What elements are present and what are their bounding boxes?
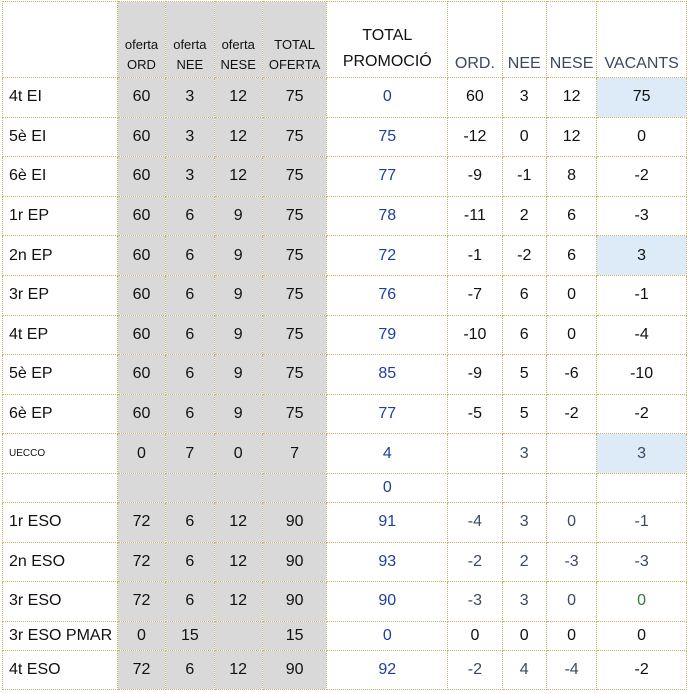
cell-oferta-nese: 12 [214, 157, 262, 197]
cell-vacants: -3 [597, 542, 687, 582]
promotion-table [2, 1, 687, 690]
cell-nese [546, 473, 596, 502]
table-row [3, 650, 687, 690]
cell-ord: 0 [448, 621, 502, 650]
cell-oferta-nee: 6 [166, 315, 214, 355]
row-label: 3r EP [3, 275, 118, 315]
table-row [3, 196, 687, 236]
table-row [3, 394, 687, 434]
cell-nese: 6 [546, 236, 596, 276]
cell-total-promocio: 0 [327, 78, 448, 118]
cell-oferta-ord: 72 [117, 582, 165, 622]
table-row [3, 315, 687, 355]
header-total-promocio: TOTAL PROMOCIÓ [327, 2, 448, 78]
cell-total-promocio: 77 [327, 394, 448, 434]
cell-total-oferta: 75 [262, 315, 326, 355]
cell-ord: -2 [448, 542, 502, 582]
row-label: 4t ESO [3, 650, 118, 690]
cell-oferta-nese: 9 [214, 236, 262, 276]
table-row [3, 355, 687, 395]
cell-total-oferta: 75 [262, 236, 326, 276]
row-label: 5è EP [3, 355, 118, 395]
cell-nese: 12 [546, 117, 596, 157]
cell-total-promocio: 93 [327, 542, 448, 582]
header-corner [3, 2, 118, 78]
cell-ord: -2 [448, 650, 502, 690]
cell-nee: 0 [502, 117, 546, 157]
row-label [3, 473, 118, 502]
cell-oferta-ord: 72 [117, 502, 165, 542]
cell-nese: 8 [546, 157, 596, 197]
cell-nee: 3 [502, 582, 546, 622]
cell-nese: 0 [546, 582, 596, 622]
cell-oferta-nee: 6 [166, 394, 214, 434]
cell-oferta-nese: 12 [214, 582, 262, 622]
cell-total-oferta: 15 [262, 621, 326, 650]
header-ord: ORD. [448, 2, 502, 78]
cell-nee: -2 [502, 236, 546, 276]
cell-nee: 5 [502, 394, 546, 434]
cell-oferta-nee: 15 [166, 621, 214, 650]
cell-total-oferta: 75 [262, 394, 326, 434]
row-label: 3r ESO [3, 582, 118, 622]
cell-oferta-nee: 6 [166, 542, 214, 582]
cell-total-promocio: 0 [327, 473, 448, 502]
cell-oferta-nee: 6 [166, 275, 214, 315]
cell-total-oferta: 75 [262, 355, 326, 395]
cell-total-promocio: 76 [327, 275, 448, 315]
cell-ord: -4 [448, 502, 502, 542]
cell-total-promocio: 92 [327, 650, 448, 690]
cell-oferta-ord: 60 [117, 78, 165, 118]
row-label: 5è EI [3, 117, 118, 157]
cell-nese: -3 [546, 542, 596, 582]
cell-nee: 2 [502, 196, 546, 236]
cell-nee [502, 473, 546, 502]
cell-total-oferta: 75 [262, 157, 326, 197]
cell-oferta-nese: 12 [214, 650, 262, 690]
cell-nese: 0 [546, 621, 596, 650]
row-label: 6è EI [3, 157, 118, 197]
cell-total-promocio: 85 [327, 355, 448, 395]
header-oferta-ord: oferta ORD [117, 2, 165, 78]
cell-total-promocio: 0 [327, 621, 448, 650]
table-row [3, 275, 687, 315]
cell-vacants [597, 473, 687, 502]
cell-oferta-nee: 7 [166, 434, 214, 474]
cell-nese: 12 [546, 78, 596, 118]
cell-nese: -6 [546, 355, 596, 395]
table-row [3, 78, 687, 118]
cell-nee: 3 [502, 78, 546, 118]
cell-vacants: -2 [597, 394, 687, 434]
cell-oferta-nese: 9 [214, 315, 262, 355]
table-row [3, 542, 687, 582]
cell-nee: 2 [502, 542, 546, 582]
table-row [3, 473, 687, 502]
cell-oferta-ord: 60 [117, 355, 165, 395]
cell-total-promocio: 78 [327, 196, 448, 236]
cell-total-oferta: 75 [262, 117, 326, 157]
cell-vacants: -3 [597, 196, 687, 236]
cell-ord: -7 [448, 275, 502, 315]
cell-oferta-ord: 60 [117, 315, 165, 355]
cell-total-promocio: 4 [327, 434, 448, 474]
cell-oferta-ord: 60 [117, 236, 165, 276]
cell-oferta-nee: 3 [166, 117, 214, 157]
cell-oferta-nee: 6 [166, 582, 214, 622]
cell-oferta-nese: 9 [214, 394, 262, 434]
header-nee: NEE [502, 2, 546, 78]
cell-oferta-nee: 3 [166, 78, 214, 118]
cell-nee: 6 [502, 315, 546, 355]
cell-nese: 0 [546, 502, 596, 542]
cell-oferta-ord: 60 [117, 394, 165, 434]
cell-ord [448, 473, 502, 502]
cell-nese: 0 [546, 315, 596, 355]
cell-nese: 6 [546, 196, 596, 236]
cell-vacants: 3 [597, 434, 687, 474]
cell-vacants: 0 [597, 621, 687, 650]
cell-ord: -11 [448, 196, 502, 236]
cell-oferta-ord: 60 [117, 117, 165, 157]
cell-ord: -3 [448, 582, 502, 622]
cell-ord: -1 [448, 236, 502, 276]
cell-nee: 3 [502, 434, 546, 474]
row-label: 2n ESO [3, 542, 118, 582]
cell-oferta-nese: 9 [214, 355, 262, 395]
cell-oferta-ord: 72 [117, 542, 165, 582]
table-row [3, 434, 687, 474]
header-row [3, 2, 687, 78]
cell-ord: -9 [448, 157, 502, 197]
cell-total-promocio: 91 [327, 502, 448, 542]
cell-vacants: -1 [597, 502, 687, 542]
row-label: 6è EP [3, 394, 118, 434]
cell-vacants: -2 [597, 157, 687, 197]
cell-total-oferta: 90 [262, 650, 326, 690]
cell-nee: 0 [502, 621, 546, 650]
cell-oferta-ord: 60 [117, 275, 165, 315]
cell-total-oferta: 75 [262, 275, 326, 315]
row-label: 1r ESO [3, 502, 118, 542]
cell-oferta-nese [214, 473, 262, 502]
cell-nee: 5 [502, 355, 546, 395]
cell-ord: -5 [448, 394, 502, 434]
cell-total-promocio: 75 [327, 117, 448, 157]
cell-oferta-nese: 12 [214, 502, 262, 542]
cell-vacants: -2 [597, 650, 687, 690]
cell-oferta-ord: 60 [117, 157, 165, 197]
cell-total-promocio: 79 [327, 315, 448, 355]
cell-vacants: 3 [597, 236, 687, 276]
table-row [3, 502, 687, 542]
row-label: 4t EP [3, 315, 118, 355]
cell-vacants: 0 [597, 582, 687, 622]
table-row [3, 582, 687, 622]
row-label: 4t EI [3, 78, 118, 118]
cell-total-oferta [262, 473, 326, 502]
cell-total-oferta: 75 [262, 78, 326, 118]
table-row [3, 157, 687, 197]
cell-oferta-nese: 9 [214, 196, 262, 236]
cell-nee: 6 [502, 275, 546, 315]
cell-total-promocio: 77 [327, 157, 448, 197]
cell-total-oferta: 90 [262, 542, 326, 582]
header-oferta-nese: oferta NESE [214, 2, 262, 78]
cell-oferta-nee: 6 [166, 236, 214, 276]
table-row [3, 236, 687, 276]
cell-total-oferta: 90 [262, 582, 326, 622]
cell-nee: 4 [502, 650, 546, 690]
cell-oferta-nese [214, 621, 262, 650]
cell-oferta-nee [166, 473, 214, 502]
cell-oferta-nese: 12 [214, 78, 262, 118]
cell-ord: -9 [448, 355, 502, 395]
row-label: 3r ESO PMAR [3, 621, 118, 650]
cell-nese: -4 [546, 650, 596, 690]
cell-vacants: -10 [597, 355, 687, 395]
cell-nese: 0 [546, 275, 596, 315]
cell-oferta-nee: 6 [166, 355, 214, 395]
row-label: 1r EP [3, 196, 118, 236]
cell-total-promocio: 90 [327, 582, 448, 622]
row-label: UECCO [3, 434, 118, 474]
header-vacants: VACANTS [597, 2, 687, 78]
cell-nee: -1 [502, 157, 546, 197]
cell-ord [448, 434, 502, 474]
cell-oferta-ord: 0 [117, 434, 165, 474]
cell-vacants: -4 [597, 315, 687, 355]
cell-total-oferta: 7 [262, 434, 326, 474]
cell-vacants: 0 [597, 117, 687, 157]
cell-oferta-nee: 6 [166, 650, 214, 690]
cell-oferta-ord: 72 [117, 650, 165, 690]
table-row [3, 117, 687, 157]
cell-ord: -10 [448, 315, 502, 355]
cell-vacants: 75 [597, 78, 687, 118]
header-oferta-nee: oferta NEE [166, 2, 214, 78]
cell-ord: 60 [448, 78, 502, 118]
cell-oferta-nese: 9 [214, 275, 262, 315]
cell-ord: -12 [448, 117, 502, 157]
cell-oferta-nese: 12 [214, 117, 262, 157]
cell-nese [546, 434, 596, 474]
cell-oferta-nee: 3 [166, 157, 214, 197]
cell-nese: -2 [546, 394, 596, 434]
cell-vacants: -1 [597, 275, 687, 315]
cell-oferta-ord [117, 473, 165, 502]
cell-oferta-nee: 6 [166, 196, 214, 236]
row-label: 2n EP [3, 236, 118, 276]
cell-oferta-nee: 6 [166, 502, 214, 542]
cell-oferta-ord: 60 [117, 196, 165, 236]
cell-total-oferta: 90 [262, 502, 326, 542]
cell-nee: 3 [502, 502, 546, 542]
header-total-oferta: TOTAL OFERTA [262, 2, 326, 78]
table-row [3, 621, 687, 650]
cell-total-oferta: 75 [262, 196, 326, 236]
header-nese: NESE [546, 2, 596, 78]
cell-oferta-nese: 0 [214, 434, 262, 474]
cell-total-promocio: 72 [327, 236, 448, 276]
cell-oferta-ord: 0 [117, 621, 165, 650]
cell-oferta-nese: 12 [214, 542, 262, 582]
